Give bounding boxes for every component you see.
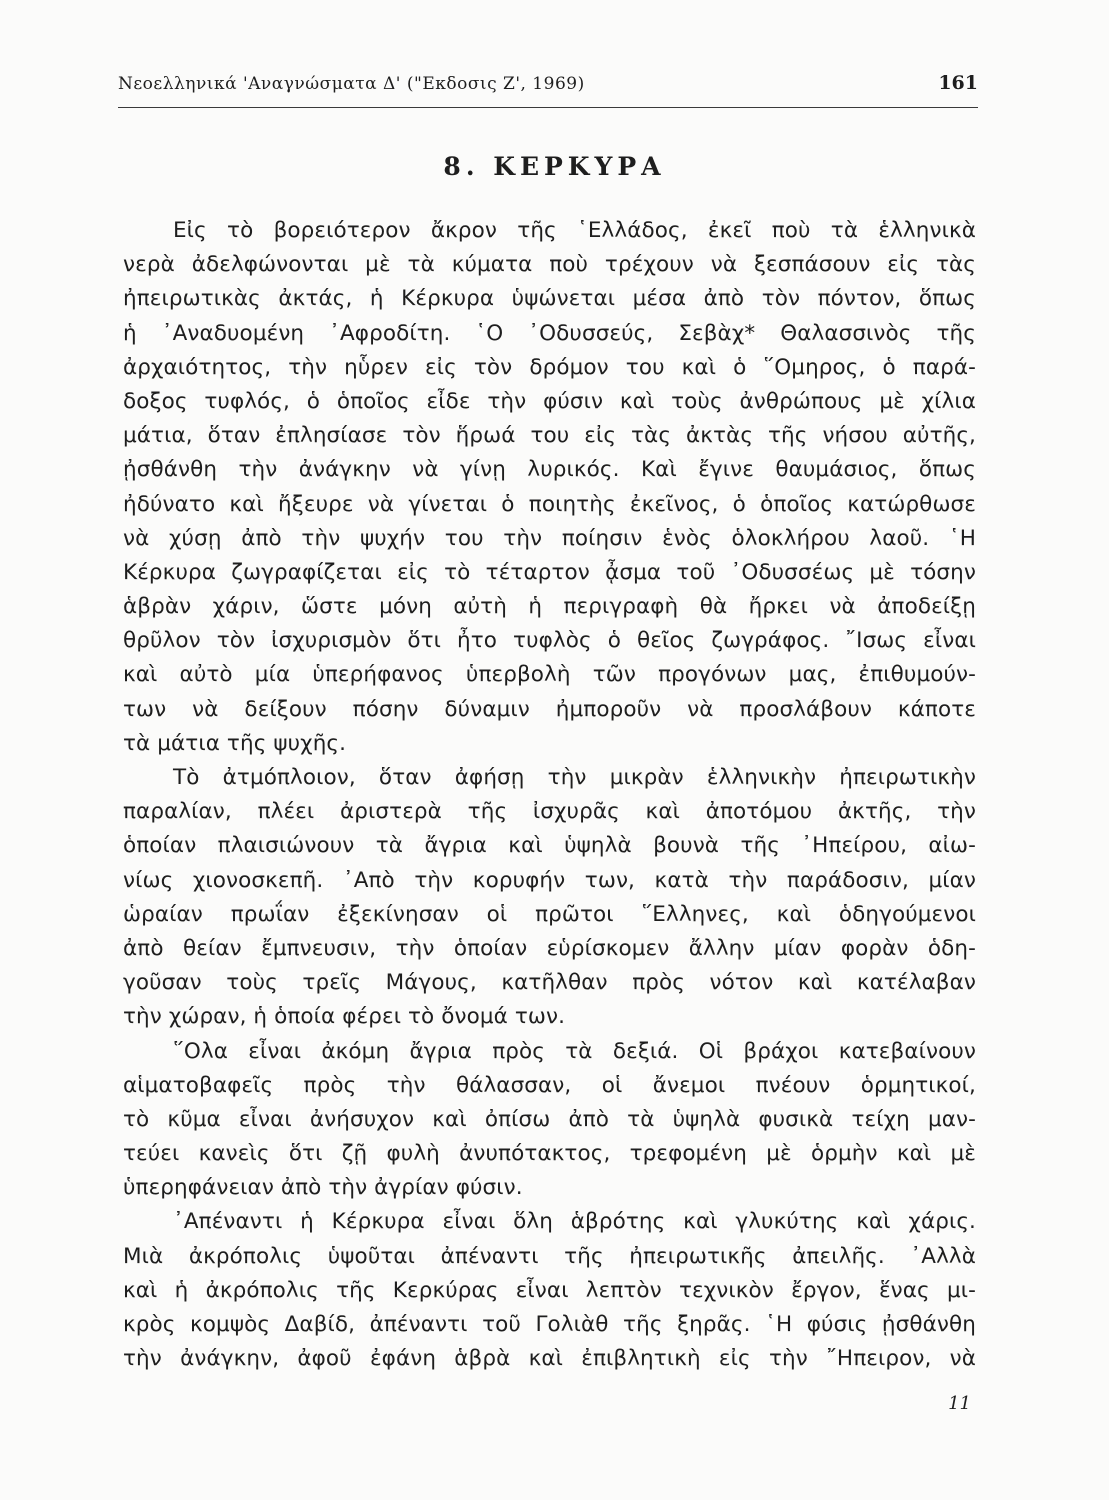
text-line: ἠπειρωτικὰς ἀκτάς, ἡ Κέρκυρα ὑψώνεται μέσα ἀπὸ τὸν πόντον, ὅπως (123, 286, 976, 312)
text-line: γοῦσαν τοὺς τρεῖς Μάγους, κατῆλθαν πρὸς νότον καὶ κατέλαβαν (123, 970, 976, 996)
text-line: θρῦλον τὸν ἰσχυρισμὸν ὅτι ἦτο τυφλὸς ὁ θεῖος ζωγράφος. ῎Ισως εἶναι (123, 628, 976, 654)
text-line: ἡ ᾿Αναδυομένη ᾿Αφροδίτη. ῾Ο ᾿Οδυσσεύς, Σεβὰχ* Θαλασσινὸς τῆς (123, 320, 976, 346)
text-line: ὁποίαν πλαισιώνουν τὰ ἄγρια καὶ ὑψηλὰ βουνὰ τῆς ᾿Ηπείρου, αἰω- (123, 833, 976, 859)
paragraph (123, 214, 976, 761)
paragraph (123, 761, 976, 1035)
text-line: μάτια, ὅταν ἐπλησίασε τὸν ἥρωά του εἰς τὰς ἀκτὰς τῆς νήσου αὐτῆς, (123, 423, 976, 449)
text-line: ὡραίαν πρωΐαν ἐξεκίνησαν οἱ πρῶτοι ῞Ελληνες, καὶ ὁδηγούμενοι (123, 901, 976, 927)
chapter-title: 8. ΚΕΡΚΥΡΑ (443, 152, 666, 181)
text-line: νὰ χύσῃ ἀπὸ τὴν ψυχήν του τὴν ποίησιν ἑνὸς ὁλοκλήρου λαοῦ. ῾Η (123, 525, 976, 551)
text-line: ἀπὸ θείαν ἔμπνευσιν, τὴν ὁποίαν εὑρίσκομεν ἄλλην μίαν φορὰν ὁδη- (123, 935, 976, 961)
text-line: Τὸ ἀτμόπλοιον, ὅταν ἀφήσῃ τὴν μικρὰν ἑλληνικὴν ἠπειρωτικὴν (173, 765, 976, 790)
text-line: παραλίαν, πλέει ἀριστερὰ τῆς ἰσχυρᾶς καὶ ἀποτόμου ἀκτῆς, τὴν (123, 799, 976, 825)
text-line: τὴν ἀνάγκην, ἀφοῦ ἐφάνη ἁβρὰ καὶ ἐπιβλητικὴ εἰς τὴν ῎Ηπειρον, νὰ (123, 1346, 976, 1372)
text-line: αἱματοβαφεῖς πρὸς τὴν θάλασσαν, οἱ ἄνεμοι πνέουν ὁρμητικοί, (123, 1072, 976, 1098)
text-line: ᾿Απέναντι ἡ Κέρκυρα εἶναι ὅλη ἁβρότης καὶ γλυκύτης καὶ χάρις. (173, 1209, 976, 1235)
text-line: νερὰ ἀδελφώνονται μὲ τὰ κύματα ποὺ τρέχουν νὰ ξεσπάσουν εἰς τὰς (123, 252, 976, 278)
page-number: 161 (938, 72, 978, 94)
text-line: ἠδύνατο καὶ ἤξευρε νὰ γίνεται ὁ ποιητὴς ἐκεῖνος, ὁ ὁποῖος κατώρθωσε (123, 491, 976, 517)
text-line: των νὰ δείξουν πόσην δύναμιν ἠμποροῦν νὰ προσλάβουν κάποτε (123, 696, 976, 722)
text-line: καὶ ἡ ἀκρόπολις τῆς Κερκύρας εἶναι λεπτὸν τεχνικὸν ἔργον, ἕνας μι- (123, 1277, 976, 1303)
text-line: ἁβρὰν χάριν, ὥστε μόνη αὐτὴ ἡ περιγραφὴ θὰ ἤρκει νὰ ἀποδείξῃ (123, 594, 976, 620)
text-line: τὴν χώραν, ἡ ὁποία φέρει τὸ ὄνομά των. (123, 1004, 566, 1030)
text-line: νίως χιονοσκεπῆ. ᾿Απὸ τὴν κορυφήν των, κατὰ τὴν παράδοσιν, μίαν (123, 867, 976, 893)
text-line: δοξος τυφλός, ὁ ὁποῖος εἶδε τὴν φύσιν καὶ τοὺς ἀνθρώπους μὲ χίλια (123, 388, 976, 414)
text-line: Κέρκυρα ζωγραφίζεται εἰς τὸ τέταρτον ᾆσμα τοῦ ᾿Οδυσσέως μὲ τόσην (123, 559, 976, 585)
header-rule (118, 107, 978, 108)
book-title: Νεοελληνικά 'Αναγνώσματα Δ' ("Εκδοσις Ζ', 1969) (118, 74, 585, 94)
text-line: καὶ αὐτὸ μία ὑπερήφανος ὑπερβολὴ τῶν προγόνων μας, ἐπιθυμούν- (123, 662, 976, 688)
paragraph (123, 1205, 976, 1376)
paragraph (123, 1035, 976, 1206)
text-line: ὑπερηφάνειαν ἀπὸ τὴν ἀγρίαν φύσιν. (123, 1175, 523, 1201)
signature-mark: 11 (948, 1393, 971, 1414)
text-line: Εἰς τὸ βορειότερον ἄκρον τῆς ῾Ελλάδος, ἐκεῖ ποὺ τὰ ἑλληνικὰ (173, 218, 976, 243)
text-line: κρὸς κομψὸς Δαβίδ, ἀπέναντι τοῦ Γολιὰθ τῆς ξηρᾶς. ῾Η φύσις ᾐσθάνθη (123, 1312, 976, 1337)
running-header (118, 72, 978, 102)
text-line: ἀρχαιότητος, τὴν ηὗρεν εἰς τὸν δρόμον του καὶ ὁ ῞Ομηρος, ὁ παρά- (123, 354, 976, 380)
text-line: ᾐσθάνθη τὴν ἀνάγκην νὰ γίνῃ λυρικός. Καὶ ἔγινε θαυμάσιος, ὅπως (123, 457, 976, 483)
text-line: Μιὰ ἀκρόπολις ὑψοῦται ἀπέναντι τῆς ἠπειρωτικῆς ἀπειλῆς. ᾿Αλλὰ (123, 1243, 976, 1269)
text-line: ῞Ολα εἶναι ἀκόμη ἄγρια πρὸς τὰ δεξιά. Οἱ βράχοι κατεβαίνουν (173, 1038, 976, 1064)
text-line: τὸ κῦμα εἶναι ἀνήσυχον καὶ ὀπίσω ἀπὸ τὰ ὑψηλὰ φυσικὰ τείχη μαν- (123, 1106, 976, 1132)
text-line: τεύει κανεὶς ὅτι ζῇ φυλὴ ἀνυπότακτος, τρεφομένη μὲ ὁρμὴν καὶ μὲ (123, 1141, 976, 1167)
body-text (123, 214, 976, 1376)
text-line: τὰ μάτια τῆς ψυχῆς. (123, 730, 347, 756)
